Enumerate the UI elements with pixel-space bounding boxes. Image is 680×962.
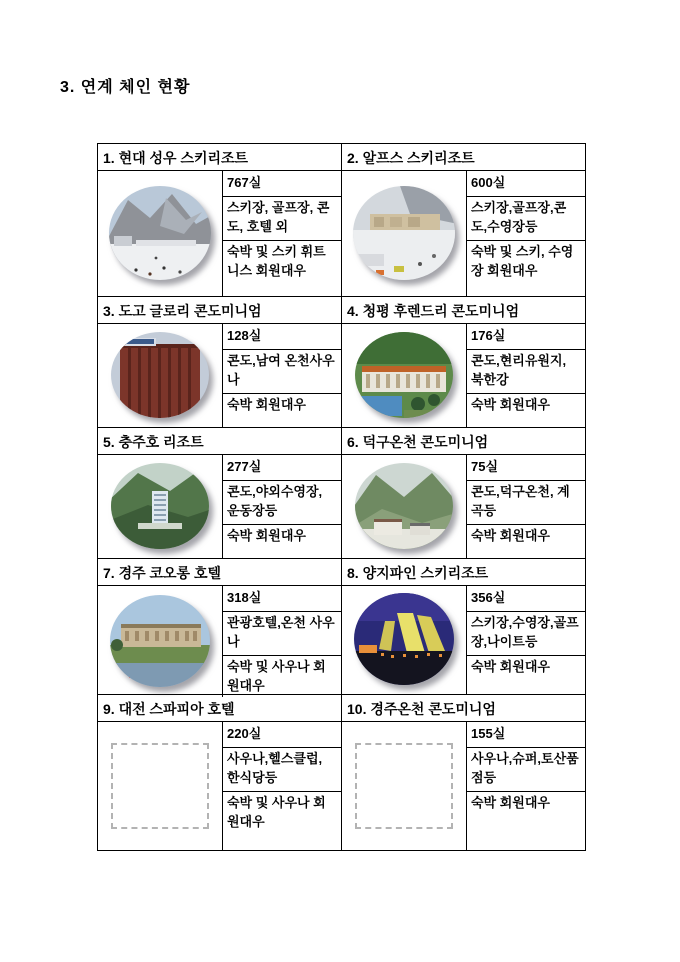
photo-cell <box>98 722 222 850</box>
rooms-value: 318실 <box>223 586 341 612</box>
photo-cell <box>98 171 222 296</box>
resort-entry <box>98 297 342 428</box>
rooms-value: 277실 <box>223 455 341 481</box>
ski-resort-mountain-photo <box>106 184 214 284</box>
entry-details <box>466 171 585 296</box>
entry-details <box>466 324 585 427</box>
entry-title: 2. 알프스 스키리조트 <box>342 144 585 171</box>
resort-entry <box>98 428 342 559</box>
membership-value: 숙박 회원대우 <box>227 527 306 543</box>
facilities-value: 스키장,수영장,골프장,나이트등 <box>467 612 585 656</box>
lakeside-tower-photo <box>108 461 212 553</box>
photo-cell <box>98 455 222 558</box>
photo-cell <box>98 324 222 427</box>
rooms-value: 176실 <box>467 324 585 350</box>
membership-value: 숙박 회원대우 <box>471 794 550 810</box>
entry-details <box>222 722 341 850</box>
resort-entry <box>342 144 586 297</box>
membership-value: 숙박 회원대우 <box>471 658 550 674</box>
facilities-value: 사우나,슈퍼,토산품점등 <box>467 748 585 792</box>
chain-status-table <box>97 143 586 851</box>
entry-details <box>222 586 341 697</box>
photo-cell <box>342 324 466 427</box>
membership-value: 숙박 회원대우 <box>471 396 550 412</box>
photo-placeholder <box>355 743 453 829</box>
rooms-value: 600실 <box>467 171 585 197</box>
night-ski-slope-photo <box>351 591 457 689</box>
entry-details <box>466 455 585 558</box>
document-title: 3. 연계 체인 현황 <box>60 79 191 96</box>
garden-hotel-photo <box>107 593 213 691</box>
facilities-value: 사우나,헬스클럽, 한식당등 <box>223 748 341 792</box>
rooms-value: 220실 <box>223 722 341 748</box>
rooms-value: 155실 <box>467 722 585 748</box>
entry-details <box>222 455 341 558</box>
rooms-value: 128실 <box>223 324 341 350</box>
photo-cell <box>342 722 466 850</box>
membership-value: 숙박 및 스키, 수영장 회원대우 <box>471 243 574 278</box>
entry-title: 8. 양지파인 스키리조트 <box>342 559 585 586</box>
ski-slope-village-photo <box>350 184 458 284</box>
entry-details <box>222 324 341 427</box>
membership-value: 숙박 및 사우나 회원대우 <box>227 658 326 693</box>
facilities-value: 스키장, 골프장, 콘도, 호텔 외 <box>223 197 341 241</box>
photo-cell <box>98 586 222 697</box>
membership-value: 숙박 및 사우나 회원대우 <box>227 794 326 829</box>
resort-entry <box>98 695 342 851</box>
entry-title: 1. 현대 성우 스키리조트 <box>98 144 341 171</box>
photo-cell <box>342 586 466 694</box>
facilities-value: 관광호텔,온천 사우나 <box>223 612 341 656</box>
entry-title: 9. 대전 스파피아 호텔 <box>98 695 341 722</box>
brick-hotel-building-photo <box>108 330 212 422</box>
valley-spa-photo <box>352 461 456 553</box>
resort-entry <box>98 144 342 297</box>
rooms-value: 356실 <box>467 586 585 612</box>
entry-details <box>222 171 341 296</box>
resort-entry <box>342 297 586 428</box>
facilities-value: 콘도,야외수영장, 운동장등 <box>223 481 341 525</box>
membership-value: 숙박 및 스키 휘트니스 회원대우 <box>227 243 326 278</box>
facilities-value: 콘도,덕구온천, 계곡등 <box>467 481 585 525</box>
photo-placeholder <box>111 743 209 829</box>
resort-entry <box>342 695 586 851</box>
entry-title: 5. 충주호 리조트 <box>98 428 341 455</box>
membership-value: 숙박 회원대우 <box>227 396 306 412</box>
entry-title: 3. 도고 글로리 콘도미니엄 <box>98 297 341 324</box>
entry-title: 7. 경주 코오롱 호텔 <box>98 559 341 586</box>
rooms-value: 75실 <box>467 455 585 481</box>
facilities-value: 콘도,남여 온천사우나 <box>223 350 341 394</box>
photo-cell <box>342 171 466 296</box>
facilities-value: 스키장,골프장,콘도,수영장등 <box>467 197 585 241</box>
facilities-value: 콘도,현리유원지, 북한강 <box>467 350 585 394</box>
resort-entry <box>98 559 342 695</box>
photo-cell <box>342 455 466 558</box>
entry-title: 6. 덕구온천 콘도미니엄 <box>342 428 585 455</box>
resort-entry <box>342 428 586 559</box>
entry-details <box>466 722 585 850</box>
membership-value: 숙박 회원대우 <box>471 527 550 543</box>
entry-title: 4. 청평 후렌드리 콘도미니엄 <box>342 297 585 324</box>
resort-entry <box>342 559 586 695</box>
rooms-value: 767실 <box>223 171 341 197</box>
entry-details <box>466 586 585 694</box>
resort-complex-photo <box>352 330 456 422</box>
entry-title: 10. 경주온천 콘도미니엄 <box>342 695 585 722</box>
